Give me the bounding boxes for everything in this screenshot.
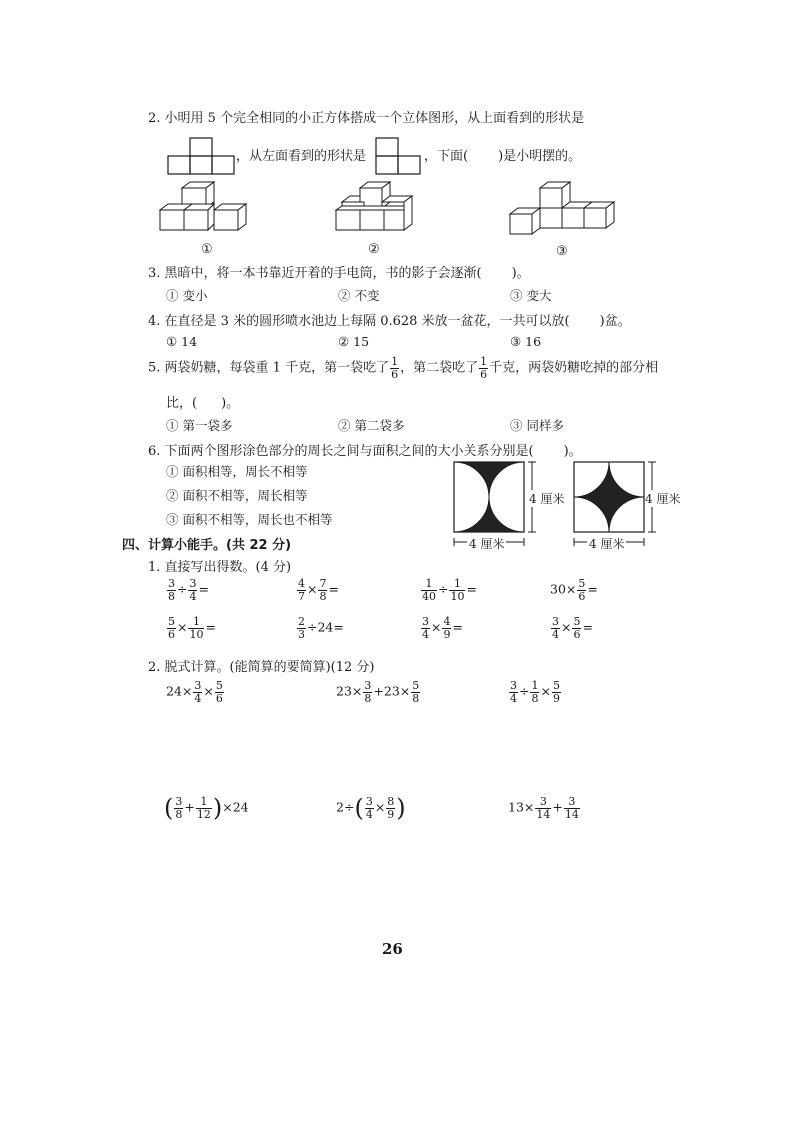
calc-item-8: $\frac{3}{4}$ × $\frac{5}{6}$ =	[552, 615, 593, 641]
q5-line2: 比，( )。	[166, 396, 240, 411]
q4-stem: 4. 在直径是 3 米的圆形喷水池边上每隔 0.628 米放一盆花，一共可以放( )盆。	[148, 314, 631, 329]
calc-item-2: $\frac{4}{7}$ × $\frac{7}{8}$ =	[298, 577, 339, 603]
q6-option-2: ② 面积不相等，周长相等	[166, 488, 308, 503]
q3-option-1: ① 变小	[166, 288, 208, 303]
step-item-6: 13× $\frac{3}{14}$ + $\frac{3}{14}$	[508, 795, 579, 821]
cube-figure-2	[336, 182, 426, 242]
calc-item-5: $\frac{5}{6}$ × $\frac{1}{10}$ =	[168, 615, 216, 641]
step-item-2: 23× $\frac{3}{8}$ +23× $\frac{5}{8}$	[336, 679, 420, 705]
left-view-figure	[376, 137, 422, 175]
q3-option-3: ③ 变大	[510, 288, 552, 303]
fig1-width-label: 4 厘米	[469, 537, 505, 551]
q3-stem: 3. 黑暗中，将一本书靠近开着的手电筒，书的影子会逐渐( )。	[148, 266, 530, 281]
section4-title: 四、计算小能手。(共 22 分)	[122, 538, 292, 553]
step-item-3: $\frac{3}{4}$ ÷ $\frac{1}{8}$ × $\frac{5}{9}$	[510, 679, 560, 705]
step-item-1: 24× $\frac{3}{4}$ × $\frac{5}{6}$	[166, 679, 223, 705]
calc-item-4: 30× $\frac{5}{6}$ =	[550, 577, 598, 603]
q2-mid2: ，下面( )是小明摆的。	[424, 149, 582, 164]
fig2-height-label: 4 厘米	[645, 492, 681, 506]
fig1-height-label: 4 厘米	[529, 492, 565, 506]
calc-q2-title: 2. 脱式计算。(能简算的要简算)(12 分)	[148, 660, 375, 675]
q6-stem: 6. 下面两个图形涂色部分的周长之间与面积之间的大小关系分别是( )。	[148, 444, 582, 459]
top-view-figure	[168, 137, 236, 175]
figure-label-1: ①	[201, 242, 213, 257]
q2-mid1: ，从左面看到的形状是	[236, 149, 367, 164]
calc-item-3: $\frac{1}{40}$ ÷ $\frac{1}{10}$ =	[422, 577, 477, 603]
figure-label-3: ③	[556, 244, 568, 259]
page-number: 26	[382, 940, 403, 958]
q6-option-1: ① 面积相等，周长不相等	[166, 464, 308, 479]
q5-line1: 5. 两袋奶糖，每袋重 1 千克，第一袋吃了 $\frac{1}{6}$ ，第二袋吃了 $\frac{1}{6}$ 千克，两袋奶糖吃掉的部分相	[148, 355, 659, 381]
q2-line1: 2. 小明用 5 个完全相同的小正方体搭成一个立体图形，从上面看到的形状是	[148, 111, 585, 126]
fig2-width-label: 4 厘米	[589, 537, 625, 551]
q4-option-1: ① 14	[166, 334, 198, 349]
cube-figure-3	[510, 182, 620, 242]
q3-option-2: ② 不变	[338, 288, 380, 303]
calc-item-6: $\frac{2}{3}$ ÷24=	[298, 615, 344, 641]
step-item-4: ( $\frac{3}{8}$ + $\frac{1}{12}$ )×24	[164, 794, 249, 822]
calc-q1-title: 1. 直接写出得数。(4 分)	[148, 560, 292, 575]
step-item-5: 2÷( $\frac{3}{4}$ × $\frac{8}{9}$ )	[336, 794, 406, 822]
q6-option-3: ③ 面积不相等，周长也不相等	[166, 512, 333, 527]
q5-option-1: ① 第一袋多	[166, 418, 233, 433]
q4-option-2: ② 15	[338, 334, 370, 349]
calc-item-1: $\frac{3}{8}$ ÷ $\frac{3}{4}$ =	[168, 577, 209, 603]
figure-label-2: ②	[368, 242, 380, 257]
q5-option-3: ③ 同样多	[510, 418, 564, 433]
q5-option-2: ② 第二袋多	[338, 418, 405, 433]
q4-option-3: ③ 16	[510, 334, 542, 349]
calc-item-7: $\frac{3}{4}$ × $\frac{4}{9}$ =	[422, 615, 463, 641]
cube-figure-1	[160, 182, 260, 242]
